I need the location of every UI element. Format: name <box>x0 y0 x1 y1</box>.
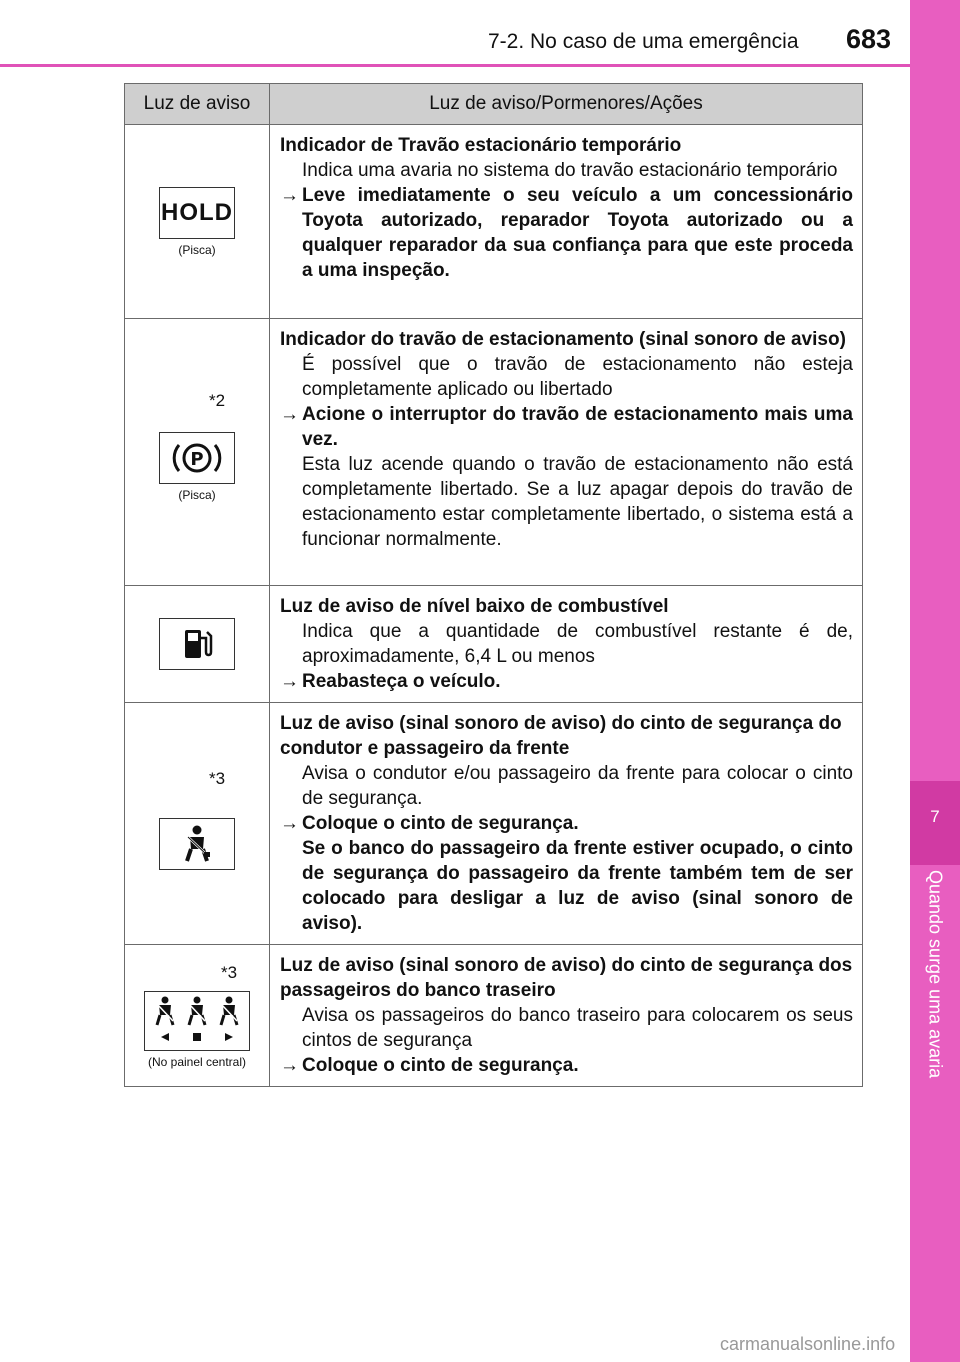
table-row <box>125 945 863 1087</box>
row-title: Luz de aviso (sinal sonoro de aviso) do cinto de segurança dos passageiros do banco traseiro <box>280 955 853 1001</box>
column-header-warning-light: Luz de aviso <box>125 84 270 125</box>
table-row <box>125 125 863 319</box>
hold-icon-text: HOLD <box>161 198 233 226</box>
arrow-icon: → <box>280 671 299 692</box>
row-action <box>280 402 853 452</box>
fuel-pump-icon <box>159 618 235 670</box>
arrow-icon: → <box>280 813 299 834</box>
chapter-title: Quando surge uma avaria <box>925 870 946 1079</box>
row-extra: Se o banco do passageiro da frente estiver ocupado, o cinto de segurança do passageiro da frente também tem de ser colocado para desligar a luz de aviso (sinal sonoro de aviso). <box>302 838 853 934</box>
row-title: Luz de aviso (sinal sonoro de aviso) do cinto de segurança do condutor e passageiro da frente <box>280 713 842 759</box>
column-header-details: Luz de aviso/Pormenores/Ações <box>270 84 863 125</box>
row-description: Indica uma avaria no sistema do travão estacionário temporário <box>302 160 838 181</box>
side-tab <box>910 0 960 1362</box>
header-line <box>0 64 910 67</box>
icon-cell <box>125 703 270 945</box>
text-cell <box>270 319 863 586</box>
seatbelt-icon <box>159 818 235 870</box>
table-row <box>125 703 863 945</box>
icon-cell <box>125 319 270 586</box>
rear-seatbelt-icon <box>144 991 250 1051</box>
row-action-text: Acione o interruptor do travão de estacionamento mais uma vez. <box>302 404 853 450</box>
row-description: Indica que a quantidade de combustível restante é de, aproximadamente, 6,4 L ou menos <box>302 621 853 667</box>
footnote-mark: *3 <box>221 963 238 982</box>
text-cell <box>270 703 863 945</box>
row-action <box>280 1053 853 1078</box>
arrow-icon: → <box>280 1055 299 1076</box>
arrow-icon: → <box>280 404 299 425</box>
row-description: Avisa os passageiros do banco traseiro para colocarem os seus cintos de segurança <box>302 1005 853 1051</box>
icon-cell <box>125 125 270 319</box>
arrow-icon: → <box>280 185 299 206</box>
icon-caption: (Pisca) <box>178 488 216 502</box>
text-cell <box>270 586 863 703</box>
row-action-text: Coloque o cinto de segurança. <box>302 1055 579 1076</box>
row-action-text: Coloque o cinto de segurança. <box>302 813 579 834</box>
parking-brake-icon <box>159 432 235 484</box>
row-description: É possível que o travão de estacionamento não esteja completamente aplicado ou libertado <box>302 354 853 400</box>
row-action <box>280 183 853 283</box>
row-action-text: Reabasteça o veículo. <box>302 671 501 692</box>
footnote-mark: *2 <box>209 391 226 410</box>
row-title: Luz de aviso de nível baixo de combustível <box>280 596 669 617</box>
row-description: Avisa o condutor e/ou passageiro da frente para colocar o cinto de segurança. <box>302 763 853 809</box>
icon-caption: (No painel central) <box>147 1054 247 1069</box>
row-action <box>280 811 853 836</box>
row-action <box>280 669 853 694</box>
icon-cell <box>125 945 270 1087</box>
icon-cell <box>125 586 270 703</box>
row-title: Indicador do travão de estacionamento (sinal sonoro de aviso) <box>280 329 846 350</box>
text-cell <box>270 945 863 1087</box>
hold-icon <box>159 187 235 239</box>
section-title: 7-2. No caso de uma emergência <box>488 30 799 53</box>
table-row <box>125 586 863 703</box>
table-header-row <box>125 84 863 125</box>
text-cell <box>270 125 863 319</box>
page-number: 683 <box>846 24 892 54</box>
svg-text:P: P <box>190 449 204 470</box>
row-title: Indicador de Travão estacionário temporário <box>280 135 682 156</box>
row-action-text: Leve imediatamente o seu veículo a um concessionário Toyota autorizado, reparador Toyota autorizado ou a qualquer reparador da sua confiança para que este proceda a uma inspeção. <box>302 185 853 281</box>
warning-table <box>124 83 863 1087</box>
footnote-mark: *3 <box>209 769 226 788</box>
icon-caption: (Pisca) <box>178 242 216 257</box>
row-extra: Esta luz acende quando o travão de estacionamento não está completamente libertado. Se a luz apagar depois do travão de estacionamento estar completamente libertado, o sistema está a funcionar normalmente. <box>302 454 853 550</box>
chapter-number: 7 <box>930 807 940 826</box>
table-row <box>125 319 863 586</box>
watermark: carmanualsonline.info <box>720 1334 896 1354</box>
